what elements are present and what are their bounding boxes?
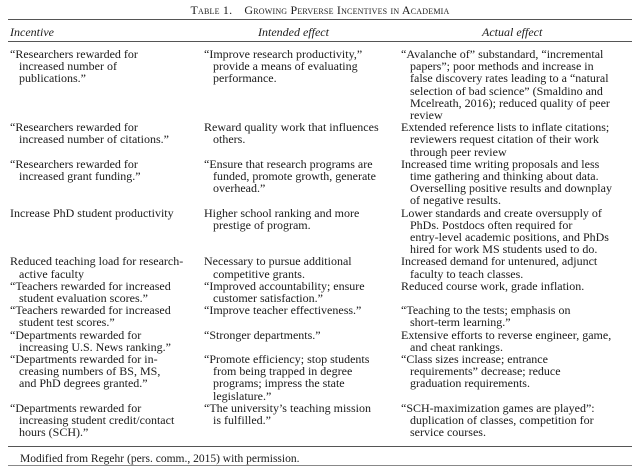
- table-title: Growing Perverse Incentives in Academia: [244, 3, 450, 17]
- cell-incentive: “Departments rewarded for increasing student credit/contact hours (SCH).”: [10, 400, 175, 440]
- table-row: [0, 158, 640, 207]
- cell-actual-effect: Extensive efforts to reverse engineer, game, and cheat rankings.: [401, 327, 612, 354]
- cell-actual-effect: Extended reference lists to inflate citations; reviewers request citation of their work through peer review: [401, 120, 610, 159]
- cell-actual-effect: Reduced course work, grade inflation.: [401, 278, 585, 293]
- table-row: [0, 280, 640, 304]
- cell-incentive: Increase PhD student productivity: [10, 205, 174, 220]
- cell-incentive: “Teachers rewarded for increased student test scores.”: [10, 303, 171, 330]
- top-rule: [8, 19, 632, 20]
- table-row: [0, 329, 640, 353]
- table-row: [0, 402, 640, 439]
- cell-intended-effect: Higher school ranking and more prestige of program.: [204, 205, 360, 232]
- cell-actual-effect: “Class sizes increase; entrance requirements” decrease; reduce graduation requirements.: [401, 352, 561, 391]
- header-actual-effect: Actual effect: [482, 25, 543, 39]
- header-incentive: Incentive: [10, 25, 54, 39]
- cell-intended-effect: “Improved accountability; ensure customer satisfaction.”: [204, 278, 365, 306]
- cell-intended-effect: Reward quality work that influences others.: [204, 120, 379, 147]
- cell-intended-effect: “Improve teacher effectiveness.”: [204, 303, 362, 318]
- table-row: [0, 255, 640, 279]
- cell-incentive: “Researchers rewarded for increased number of publications.”: [10, 47, 138, 86]
- cell-actual-effect: Increased demand for untenured, adjunct faculty to teach classes.: [401, 254, 598, 281]
- table-row: [0, 48, 640, 121]
- cell-incentive: “Departments rewarded for in- creasing numbers of BS, MS, and PhD degrees granted.”: [10, 352, 161, 391]
- cell-incentive: Reduced teaching load for research- active faculty: [10, 254, 184, 281]
- cell-intended-effect: “Ensure that research programs are funded, promote growth, generate overhead.”: [204, 156, 376, 196]
- cell-intended-effect: Necessary to pursue additional competitive grants.: [204, 254, 352, 281]
- cell-incentive: “Researchers rewarded for increased grant funding.”: [10, 156, 141, 184]
- table-caption: [0, 3, 640, 18]
- header-rule: [8, 41, 632, 42]
- cell-actual-effect: Lower standards and create oversupply of PhDs. Postdocs often required for entry-level academic positions, and PhDs hired for work MS students used to do.: [401, 205, 609, 257]
- cell-intended-effect: “The university’s teaching mission is fulfilled.”: [204, 400, 371, 428]
- table-row: [0, 121, 640, 158]
- cell-actual-effect: “Teaching to the tests; emphasis on short-term learning.”: [401, 303, 571, 330]
- table-body: [0, 48, 640, 439]
- table-footnote: Modified from Regehr (pers. comm., 2015) with permission.: [20, 453, 300, 465]
- table-row: [0, 353, 640, 402]
- cell-actual-effect: “Avalanche of” substandard, “incremental papers”; poor methods and increase in false discovery rates leading to a “natural selection of bad science” (Smaldino and Mcelreath, 2016); reduced quality of peer review: [401, 47, 610, 123]
- cell-intended-effect: “Promote efficiency; stop students from being trapped in degree programs; impress the state legislature.”: [204, 352, 370, 403]
- cell-actual-effect: Increased time writing proposals and less time gathering and thinking about data. Overselling positive results and downplay of negative results.: [401, 156, 612, 208]
- header-intended-effect: Intended effect: [258, 25, 329, 39]
- table-row: [0, 207, 640, 256]
- cell-intended-effect: “Improve research productivity,” provide a means of evaluating performance.: [204, 47, 363, 86]
- cell-actual-effect: “SCH-maximization games are played”: duplication of classes, competition for service courses.: [401, 400, 595, 440]
- table-row: [0, 304, 640, 328]
- cell-incentive: “Researchers rewarded for increased number of citations.”: [10, 120, 169, 147]
- table-label: Table 1.: [190, 3, 233, 17]
- cell-intended-effect: “Stronger departments.”: [204, 327, 321, 342]
- cell-incentive: “Departments rewarded for increasing U.S. News ranking.”: [10, 327, 171, 354]
- cell-incentive: “Teachers rewarded for increased student evaluation scores.”: [10, 278, 171, 306]
- bottom-rule: [8, 446, 632, 447]
